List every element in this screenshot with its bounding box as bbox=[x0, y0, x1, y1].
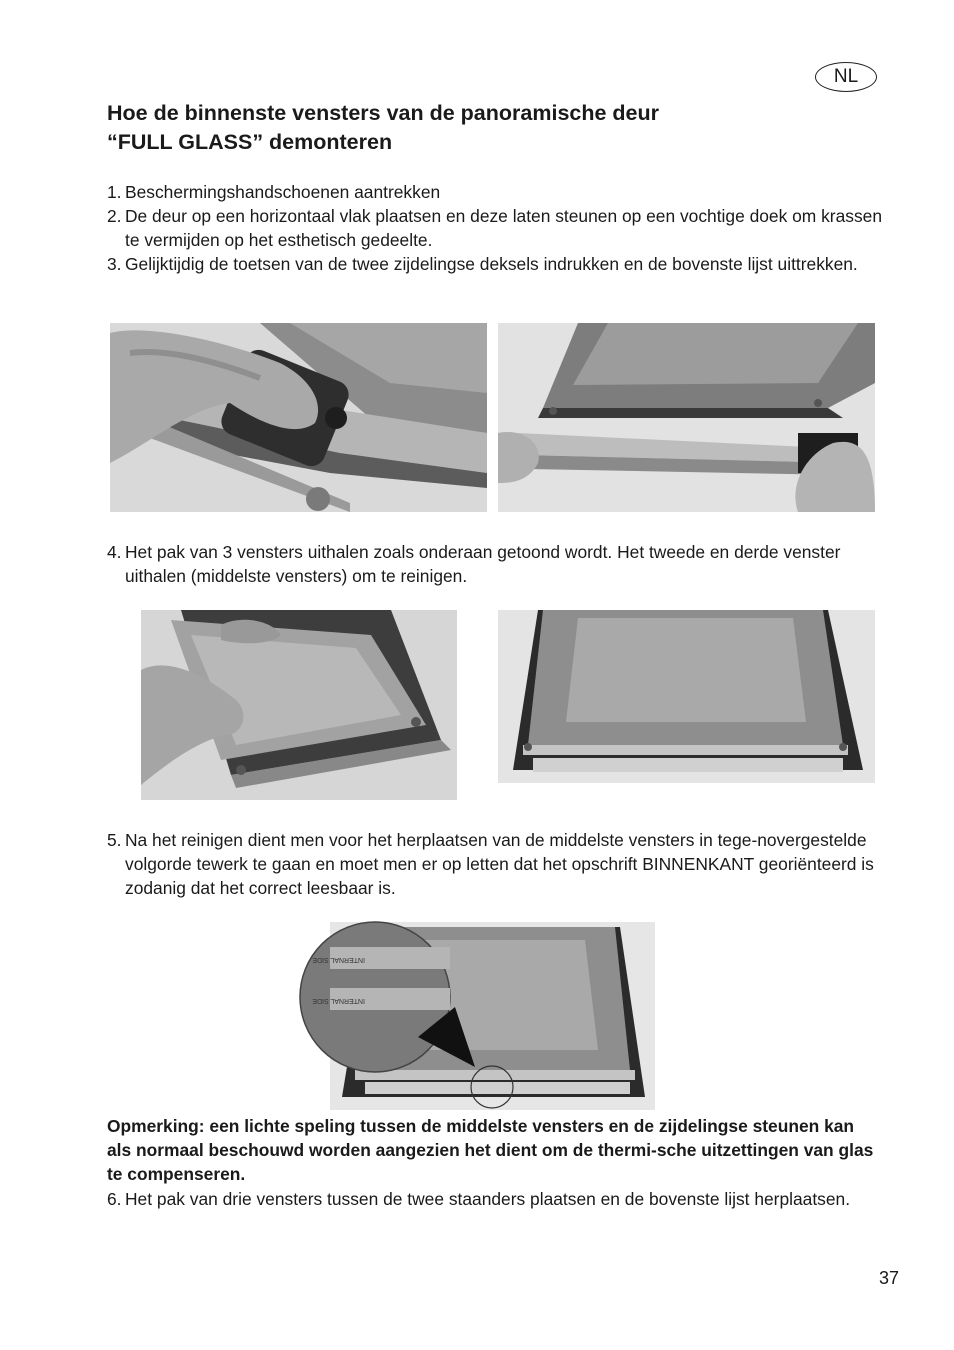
step-item bbox=[107, 1187, 887, 1211]
step-text: Het pak van drie vensters tussen de twee staanders plaatsen en de bovenste lijst herplaatsen. bbox=[125, 1189, 851, 1209]
steps-list-6 bbox=[107, 1187, 887, 1211]
note-remark: Opmerking: een lichte speling tussen de middelste vensters en de zijdelingse steunen kan als normaal beschouwd worden aangezien het dient om de thermi-sche uitzettingen van glas te compenseren. bbox=[107, 1116, 874, 1184]
steps-list-5 bbox=[107, 828, 887, 900]
title-line-1: Hoe de binnenste vensters van de panoramische deur bbox=[107, 101, 660, 125]
step-text: Het pak van 3 vensters uithalen zoals onderaan getoond wordt. Het tweede en derde venster uithalen (middelste vensters) om te reinigen. bbox=[125, 542, 841, 586]
page-title bbox=[107, 99, 867, 157]
language-badge: NL bbox=[815, 62, 877, 92]
step-number: 5. bbox=[107, 830, 122, 850]
step-text: Beschermingshandschoenen aantrekken bbox=[125, 182, 441, 202]
step-number: 3. bbox=[107, 254, 122, 274]
step-item bbox=[107, 252, 887, 276]
step-number: 6. bbox=[107, 1189, 122, 1209]
step-number: 4. bbox=[107, 542, 122, 562]
steps-list-1-3 bbox=[107, 180, 887, 276]
step-item bbox=[107, 204, 887, 252]
step-text: Na het reinigen dient men voor het herplaatsen van de middelste vensters in tege-novergestelde volgorde tewerk te gaan en moet men er op letten dat het opschrift BINNENKANT georiënteerd is zodanig dat het correct leesbaar is. bbox=[125, 830, 874, 898]
photo-door-front bbox=[498, 610, 875, 783]
photo-remove-glass-pack bbox=[141, 610, 457, 800]
photo-internal-side-orientation bbox=[312, 922, 655, 1110]
steps-list-4 bbox=[107, 540, 887, 588]
step-item bbox=[107, 540, 887, 588]
title-line-2: “FULL GLASS” demonteren bbox=[107, 130, 393, 154]
page-number: 37 bbox=[879, 1268, 900, 1288]
step-text: De deur op een horizontaal vlak plaatsen en deze laten steunen op een vochtige doek om krassen te vermijden op het esthetisch gedeelte. bbox=[125, 206, 883, 250]
step-number: 2. bbox=[107, 206, 122, 226]
step-item bbox=[107, 180, 887, 204]
magnified-label-1: INTERNAL SIDE bbox=[312, 956, 365, 963]
magnified-label-2: INTERNAL SIDE bbox=[312, 997, 365, 1004]
photo-pull-upper-profile bbox=[498, 323, 875, 512]
step-text: Gelijktijdig de toetsen van de twee zijdelingse deksels indrukken en de bovenste lijst uittrekken. bbox=[125, 254, 858, 274]
photo-press-side-caps bbox=[110, 323, 487, 512]
step-item bbox=[107, 828, 887, 900]
step-number: 1. bbox=[107, 182, 122, 202]
